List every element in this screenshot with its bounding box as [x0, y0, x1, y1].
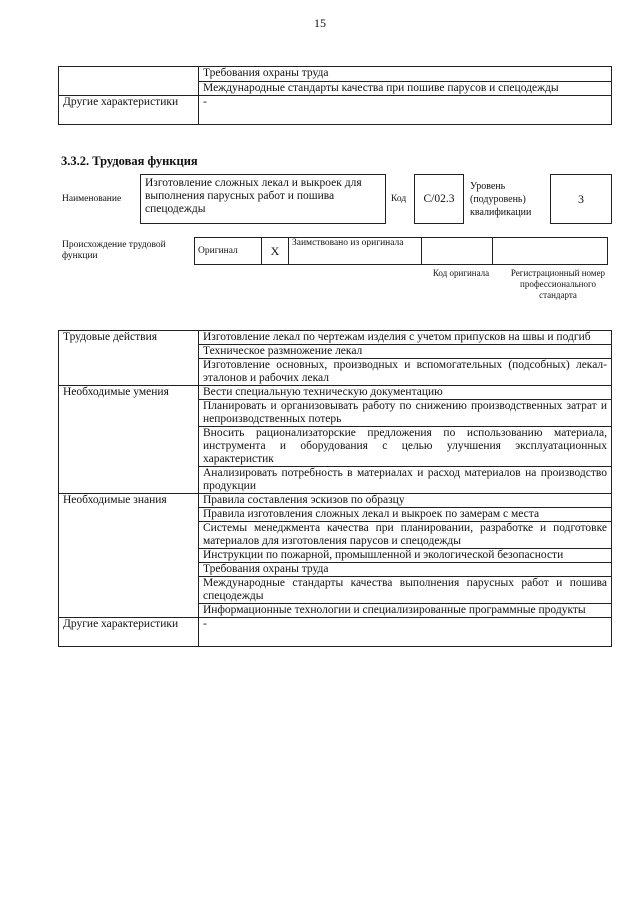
table-cell: Международные стандарты качества выполнения парусных работ и пошива спецодежды — [199, 577, 612, 604]
other-characteristics-label: Другие характеристики — [59, 618, 199, 647]
table-cell: Изготовление лекал по чертежам изделия с учетом припусков на швы и подгиб — [199, 331, 612, 345]
original-label: Оригинал — [195, 238, 262, 265]
required-knowledge-label: Необходимые знания — [59, 494, 199, 618]
labor-function-table — [58, 330, 612, 647]
table-cell: Анализировать потребность в материалах и расход материалов на производство продукции — [199, 467, 612, 494]
original-code-cell — [422, 238, 493, 265]
qualification-level-label: Уровень (подуровень) квалификации — [470, 181, 532, 218]
origin-label: Происхождение трудовой функции — [62, 240, 166, 261]
table-cell: Вести специальную техническую документацию — [199, 386, 612, 400]
table-cell: Вносить рационализаторские предложения по использованию материала, инструмента и оборудования с целью улучшения эксплуатационных характеристик — [199, 427, 612, 467]
other-characteristics-value: - — [199, 618, 612, 647]
function-code: C/02.3 — [414, 174, 464, 224]
table-cell: Информационные технологии и специализированные программные продукты — [199, 604, 612, 618]
other-characteristics-value: - — [199, 96, 612, 125]
section-title: 3.3.2. Трудовая функция — [61, 154, 198, 168]
empty-cell — [59, 81, 199, 96]
original-code-caption: Код оригинала — [432, 268, 490, 278]
previous-function-table — [58, 66, 612, 125]
original-mark: X — [262, 238, 289, 265]
table-cell: Правила составления эскизов по образцу — [199, 494, 612, 508]
table-cell: Инструкции по пожарной, промышленной и экологической безопасности — [199, 549, 612, 563]
table-cell: Техническое размножение лекал — [199, 345, 612, 359]
page-number: 15 — [314, 16, 326, 30]
registration-number-caption: Регистрационный номер профессионального стандарта — [510, 268, 606, 300]
code-label: Код — [391, 194, 407, 204]
empty-cell — [59, 67, 199, 82]
borrowed-label: Заимствовано из оригинала — [289, 238, 422, 265]
origin-table — [194, 237, 608, 265]
table-cell: Международные стандарты качества при пошиве парусов и спецодежды — [199, 81, 612, 96]
function-name: Изготовление сложных лекал и выкроек для выполнения парусных работ и пошива спецодежды — [140, 174, 386, 224]
registration-number-cell — [493, 238, 608, 265]
table-cell: Изготовление основных, производных и вспомогательных (подсобных) лекал-эталонов и рабочих лекал — [199, 359, 612, 386]
table-cell: Планировать и организовывать работу по снижению производственных затрат и непроизводственных потерь — [199, 400, 612, 427]
table-cell: Требования охраны труда — [199, 563, 612, 577]
qualification-level: 3 — [550, 174, 612, 224]
name-label: Наименование — [62, 194, 122, 204]
table-cell: Правила изготовления сложных лекал и выкроек по замерам с места — [199, 508, 612, 522]
table-cell: Требования охраны труда — [199, 67, 612, 82]
required-skills-label: Необходимые умения — [59, 386, 199, 494]
other-characteristics-label: Другие характеристики — [59, 96, 199, 125]
labor-actions-label: Трудовые действия — [59, 331, 199, 386]
table-cell: Системы менеджмента качества при планировании, разработке и подготовке материалов для изготовления парусов и спецодежды — [199, 522, 612, 549]
